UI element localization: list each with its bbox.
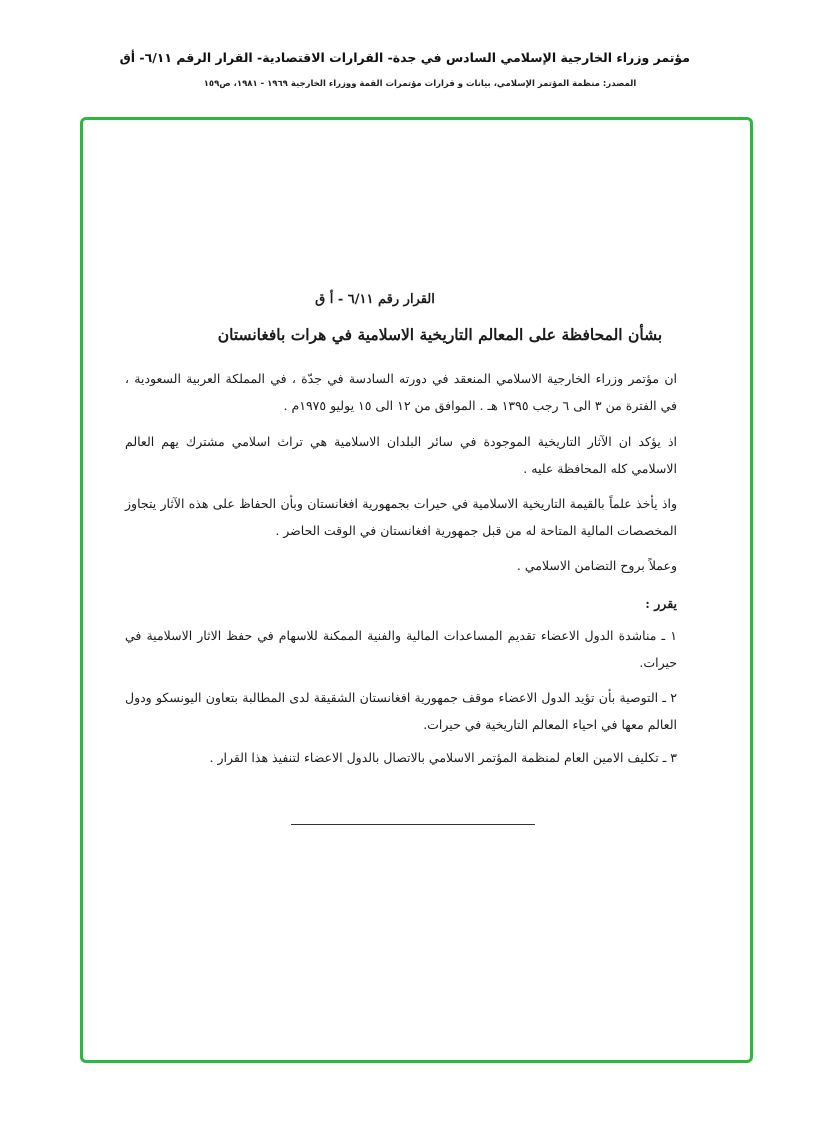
end-divider xyxy=(291,824,535,825)
solidarity-paragraph: وعملاً بروح التضامن الاسلامي . xyxy=(516,558,677,573)
affirmation-paragraph: اذ يؤكد ان الآثار التاريخية الموجودة في سائر البلدان الاسلامية هي تراث اسلامي مشترك يهم العالم الاسلامي كله المحافظة عليه . xyxy=(125,434,677,476)
decides-heading: يقرر : xyxy=(645,596,677,611)
resolution-title: بشأن المحافظة على المعالم التاريخية الاسلامية في هرات بافغانستان xyxy=(217,325,663,344)
clause-2: ٢ ـ التوصية بأن تؤيد الدول الاعضاء موقف جمهورية افغانستان الشقيقة لدى المطالبة بتعاون اليونسكو ودول العالم معها في احياء المعالم التاريخية في حيرات. xyxy=(125,690,677,732)
clause-3: ٣ ـ تكليف الامين العام لمنظمة المؤتمر الاسلامي بالاتصال بالدول الاعضاء لتنفيذ هذا القرار . xyxy=(209,750,677,765)
source-header-citation: المصدر: منظمة المؤتمر الإسلامي، بيانات و قرارات مؤتمرات القمة ووزراء الخارجية ١٩٦٩ - ١٩٨١، ص١٥٩ xyxy=(203,79,637,89)
preamble-paragraph: ان مؤتمر وزراء الخارجية الاسلامي المنعقد في دورته السادسة في جدّة ، في المملكة العربية السعودية ، في الفترة من ٣ الى ٦ رجب ١٣٩٥ هـ . الموافق من ١٢ الى ١٥ يوليو ١٩٧٥م . xyxy=(125,371,677,413)
noting-paragraph: واذ يأخذ علماً بالقيمة التاريخية الاسلامية في حيرات بجمهورية افغانستان وبأن الحفاظ على هذه الآثار يتجاوز المخصصات المالية المتاحة له من قبل جمهورية افغانستان في الوقت الحاضر . xyxy=(125,496,677,538)
source-header-title: مؤتمر وزراء الخارجية الإسلامي السادس في جدة- القرارات الاقتصادية- القرار الرقم ٦/١١- أق xyxy=(119,50,690,65)
resolution-number: القرار رقم ٦/١١ - أ ق xyxy=(315,292,435,307)
clause-1: ١ ـ مناشدة الدول الاعضاء تقديم المساعدات المالية والفنية الممكنة للاسهام في حفظ الاثار الاسلامية في حيرات. xyxy=(125,628,677,670)
